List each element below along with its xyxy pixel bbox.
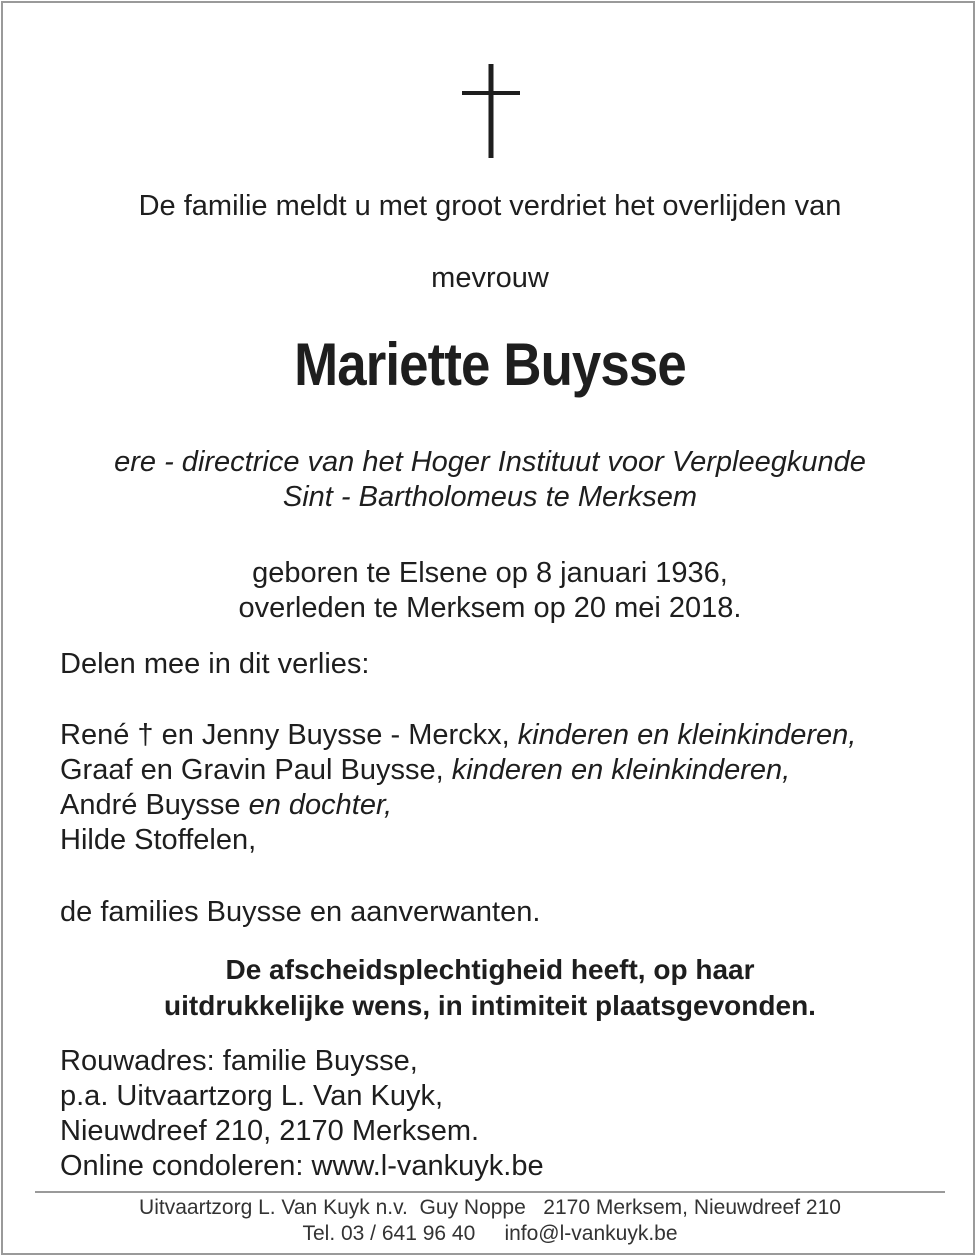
address-line-3: Nieuwdreef 210, 2170 Merksem. [60,1115,480,1147]
ceremony-line-1: De afscheidsplechtigheid heeft, op haar [225,954,755,985]
salutation: mevrouw [431,262,549,294]
deceased-role [0,445,980,515]
funeral-home-footer [0,1195,980,1247]
mourners-intro: Delen mee in dit verlies: [60,648,370,680]
mourners-list [60,718,856,858]
ceremony-notice [0,952,980,1024]
mourner-entry [60,753,856,788]
online-condolence-line: Online condoleren: www.l-vankuyk.be [60,1150,544,1182]
intro-text: De familie meldt u met groot verdriet het overlijden van [138,190,842,222]
address-line-2: p.a. Uitvaartzorg L. Van Kuyk, [60,1080,444,1112]
deceased-name: Mariette Buysse [294,331,686,398]
death-line: overleden te Merksem op 20 mei 2018. [238,592,742,624]
cross-icon [462,64,520,158]
footer-line-2: Tel. 03 / 641 96 40 info@l-vankuyk.be [302,1222,678,1245]
mourner-entry [60,718,856,753]
mourning-address [60,1044,544,1184]
address-line-1: Rouwadres: familie Buysse, [60,1045,418,1077]
mourner-name: Hilde Stoffelen, [60,824,257,856]
mourner-entry [60,788,856,823]
footer-divider [35,1191,945,1193]
role-line-2: Sint - Bartholomeus te Merksem [282,481,698,513]
mourner-name: Graaf en Gravin Paul Buysse, [60,754,452,786]
role-line-1: ere - directrice van het Hoger Instituut voor Verpleegkunde [114,446,866,478]
mourner-relation: kinderen en kleinkinderen, [451,754,791,786]
ceremony-line-2: uitdrukkelijke wens, in intimiteit plaatsgevonden. [164,990,816,1021]
mourner-entry [60,823,856,858]
birth-line: geboren te Elsene op 8 januari 1936, [252,557,728,589]
families-line: de families Buysse en aanverwanten. [60,896,541,928]
life-dates [0,556,980,626]
mourner-name: André Buysse [60,789,249,821]
footer-line-1: Uitvaartzorg L. Van Kuyk n.v. Guy Noppe 2170 Merksem, Nieuwdreef 210 [139,1196,841,1219]
mourner-name: René † en Jenny Buysse - Merckx, [60,719,518,751]
mourner-relation: kinderen en kleinkinderen, [517,719,857,751]
mourner-relation: en dochter, [248,789,393,821]
